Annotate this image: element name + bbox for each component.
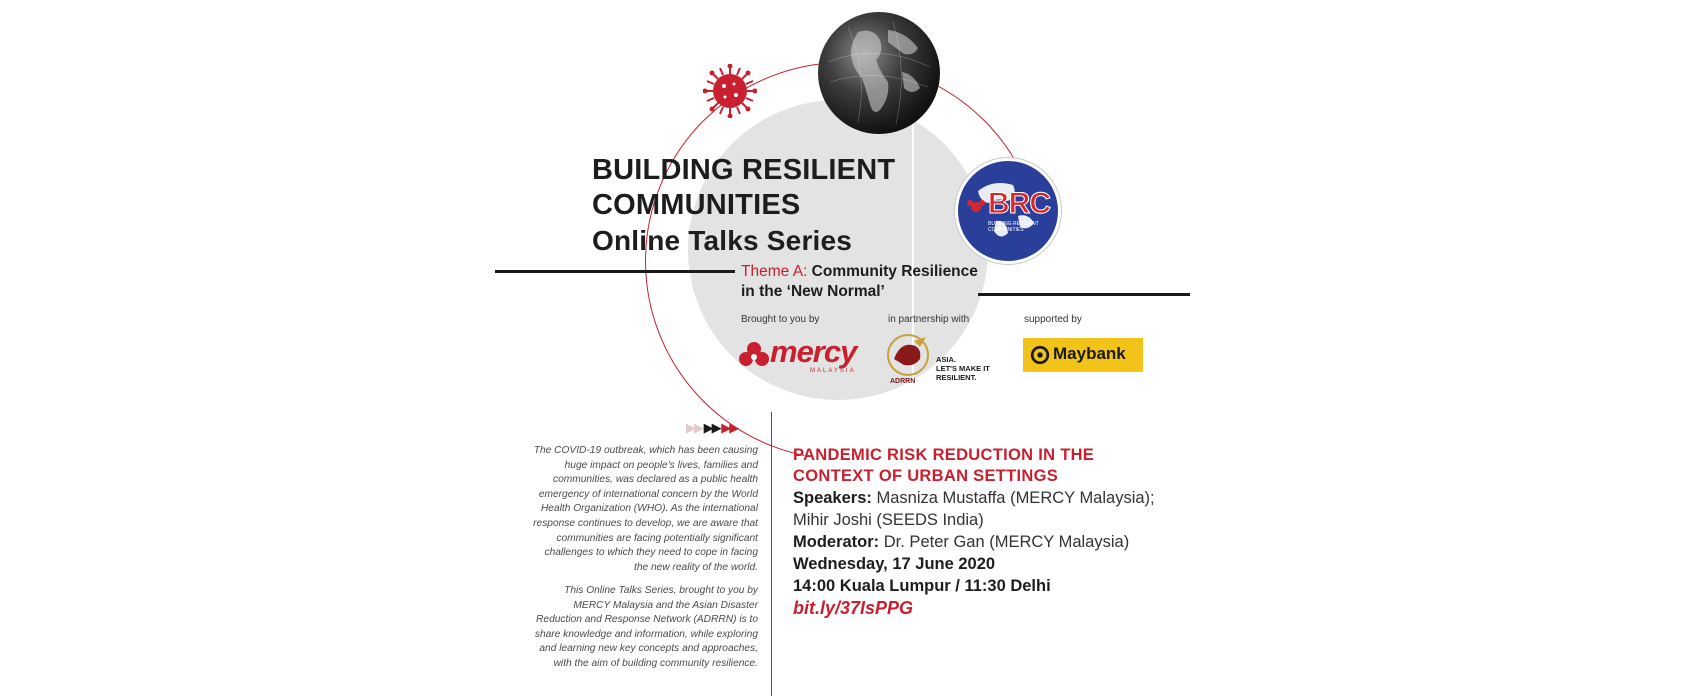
speakers-1: Masniza Mustaffa (MERCY Malaysia); bbox=[876, 489, 1155, 507]
title-rule-right bbox=[978, 293, 1190, 296]
event-title-line-2: CONTEXT OF URBAN SETTINGS bbox=[793, 467, 1059, 485]
event-title bbox=[793, 445, 1213, 487]
theme-text-1: Community Resilience bbox=[811, 263, 978, 280]
title-line-1: BUILDING RESILIENT bbox=[592, 154, 896, 186]
mercy-subtitle: MALAYSIA bbox=[810, 368, 856, 374]
red-divider-line bbox=[771, 412, 772, 696]
maybank-tiger-icon bbox=[1029, 344, 1051, 366]
brc-logo bbox=[955, 158, 1061, 264]
speakers-2: Mihir Joshi (SEEDS India) bbox=[793, 511, 984, 529]
adrrn-tag-3: RESILIENT. bbox=[936, 373, 977, 382]
supported-by-label: supported by bbox=[1024, 314, 1082, 325]
virus-icon bbox=[703, 64, 757, 118]
partnership-label: in partnership with bbox=[888, 314, 970, 325]
speakers-line bbox=[793, 487, 1213, 509]
event-details bbox=[793, 445, 1213, 619]
brought-by-label: Brought to you by bbox=[741, 314, 820, 325]
adrrn-emblem-icon bbox=[886, 333, 932, 377]
adrrn-tagline bbox=[936, 355, 990, 382]
title-rule-left bbox=[495, 270, 735, 273]
title-line-3: Online Talks Series bbox=[592, 225, 853, 256]
moderator-label: Moderator: bbox=[793, 533, 880, 551]
mercy-malaysia-logo bbox=[738, 334, 876, 376]
arrow-right-icon: ▶▶ bbox=[703, 420, 720, 435]
maybank-wordmark: Maybank bbox=[1053, 344, 1126, 363]
page-title bbox=[592, 153, 895, 258]
speakers-label: Speakers: bbox=[793, 489, 872, 507]
description-paragraph-2: This Online Talks Series, brought to you by MERCY Malaysia and the Asian Disaster Reduction and Response Network (ADRRN) is to share knowledge and information, while exploring and learning new key concepts and approaches, with the aim of building community resilience. bbox=[534, 585, 758, 669]
globe-icon bbox=[818, 12, 940, 134]
mercy-wordmark: mercy bbox=[770, 334, 857, 369]
mercy-flower-icon bbox=[738, 340, 770, 372]
event-link[interactable]: bit.ly/37IsPPG bbox=[793, 598, 914, 618]
arrow-right-icon: ▶▶ bbox=[686, 420, 702, 435]
event-date: Wednesday, 17 June 2020 bbox=[793, 555, 996, 573]
adrrn-logo bbox=[886, 333, 1006, 389]
title-line-2: COMMUNITIES bbox=[592, 189, 801, 221]
arrow-icons bbox=[686, 420, 737, 436]
event-time: 14:00 Kuala Lumpur / 11:30 Delhi bbox=[793, 577, 1051, 595]
theme-heading bbox=[741, 262, 978, 302]
brc-subtitle: BUILDING RESILIENT COMMUNITIES bbox=[988, 221, 1039, 233]
description-paragraph-1: The COVID-19 outbreak, which has been causing huge impact on people's lives, families and communities, was declared as a public health emergency of international concern by the World Health Organization (WHO). As the international response continues to develop, we are aware that communities are facing potentially significant challenges to which they need to cope in facing the new reality of the world. bbox=[533, 445, 758, 573]
moderator-name: Dr. Peter Gan (MERCY Malaysia) bbox=[883, 533, 1130, 551]
brc-wordmark: BRC bbox=[988, 187, 1050, 220]
adrrn-tag-1: ASIA. bbox=[936, 355, 957, 364]
arrow-right-icon: ▶▶ bbox=[721, 420, 738, 435]
adrrn-name: ADRRN bbox=[890, 378, 916, 385]
event-title-line-1: PANDEMIC RISK REDUCTION IN THE bbox=[793, 446, 1095, 464]
theme-prefix: Theme A: bbox=[741, 263, 808, 280]
adrrn-tag-2: LET'S MAKE IT bbox=[936, 364, 990, 373]
maybank-logo bbox=[1023, 338, 1143, 372]
theme-text-2: in the ‘New Normal’ bbox=[741, 283, 885, 300]
moderator-line bbox=[793, 531, 1213, 553]
